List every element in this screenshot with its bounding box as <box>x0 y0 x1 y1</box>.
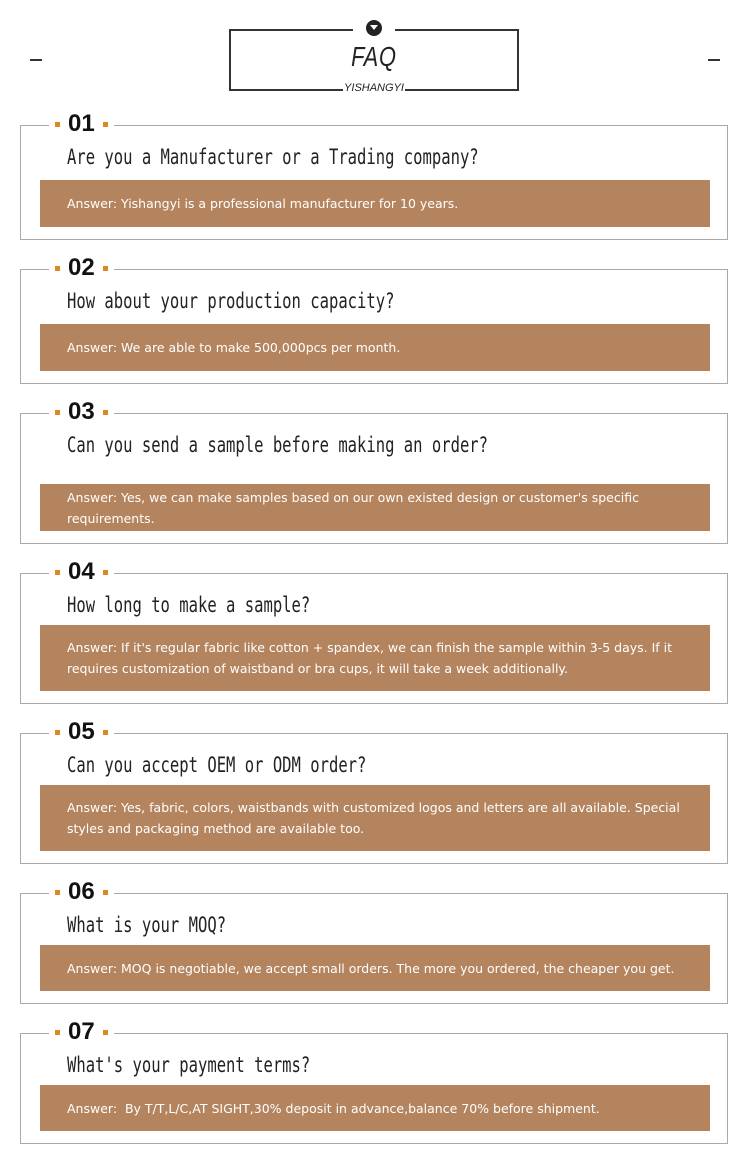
faq-item-05 <box>20 718 728 864</box>
faq-answer: Answer: Yishangyi is a professional manufacturer for 10 years. <box>40 180 710 227</box>
faq-question: How about your production capacity? <box>67 289 395 313</box>
dot-icon <box>55 410 60 415</box>
left-dash-decoration <box>30 59 42 61</box>
faq-number: 04 <box>68 558 95 585</box>
faq-number-badge <box>49 720 114 744</box>
faq-header <box>0 0 750 110</box>
faq-number: 02 <box>68 254 95 281</box>
right-dash-decoration <box>708 59 720 61</box>
dot-icon <box>55 266 60 271</box>
faq-question: Can you send a sample before making an order? <box>67 433 489 457</box>
faq-item-06 <box>20 878 728 1004</box>
dot-icon <box>103 730 108 735</box>
dot-icon <box>55 890 60 895</box>
dot-icon <box>103 570 108 575</box>
faq-number: 07 <box>68 1018 95 1045</box>
page-title: FAQ <box>351 41 397 72</box>
faq-question: How long to make a sample? <box>67 593 311 617</box>
chevron-down-icon <box>366 20 382 36</box>
dot-icon <box>103 266 108 271</box>
faq-question: What is your MOQ? <box>67 913 227 937</box>
dot-icon <box>103 410 108 415</box>
faq-answer: Answer: Yes, we can make samples based on our own existed design or customer's specific requirements. <box>40 484 710 531</box>
dot-icon <box>103 122 108 127</box>
faq-number: 06 <box>68 878 95 905</box>
dot-icon <box>103 1030 108 1035</box>
faq-number-badge <box>49 112 114 136</box>
faq-answer: Answer: If it's regular fabric like cotton + spandex, we can finish the sample within 3-5 days. If it requires customization of waistband or bra cups, it will take a week additionally. <box>40 625 710 691</box>
dot-icon <box>55 570 60 575</box>
dot-icon <box>55 1030 60 1035</box>
faq-number-badge <box>49 256 114 280</box>
faq-number: 05 <box>68 718 95 745</box>
faq-number: 03 <box>68 398 95 425</box>
faq-number-badge <box>49 880 114 904</box>
dot-icon <box>55 122 60 127</box>
faq-answer: Answer: MOQ is negotiable, we accept small orders. The more you ordered, the cheaper you get. <box>40 945 710 991</box>
faq-number-badge <box>49 400 114 424</box>
faq-item-03 <box>20 398 728 544</box>
dot-icon <box>103 890 108 895</box>
faq-number-badge <box>49 560 114 584</box>
brand-name: YISHANGYI <box>344 82 404 94</box>
faq-answer: Answer: We are able to make 500,000pcs per month. <box>40 324 710 371</box>
faq-item-02 <box>20 254 728 384</box>
faq-item-04 <box>20 558 728 704</box>
dot-icon <box>55 730 60 735</box>
faq-answer: Answer: Yes, fabric, colors, waistbands with customized logos and letters are all available. Special styles and packaging method are available too. <box>40 785 710 851</box>
faq-question: What's your payment terms? <box>67 1053 311 1077</box>
faq-question: Are you a Manufacturer or a Trading company? <box>67 145 479 169</box>
faq-answer: Answer: By T/T,L/C,AT SIGHT,30% deposit in advance,balance 70% before shipment. <box>40 1085 710 1131</box>
faq-item-01 <box>20 110 728 240</box>
faq-item-07 <box>20 1018 728 1144</box>
faq-number: 01 <box>68 110 95 137</box>
faq-question: Can you accept OEM or ODM order? <box>67 753 367 777</box>
faq-number-badge <box>49 1020 114 1044</box>
